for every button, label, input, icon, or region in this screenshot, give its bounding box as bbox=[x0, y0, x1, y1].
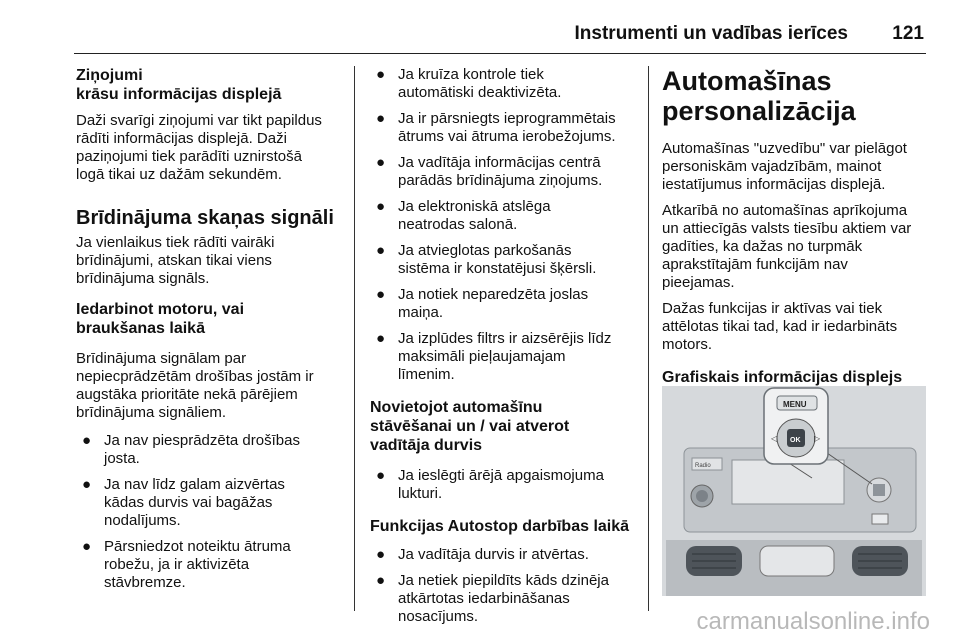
heading-line: personalizācija bbox=[662, 96, 856, 126]
text-line: attēlotas tikai tad, kad ir iedarbināts bbox=[662, 318, 898, 335]
list-item bbox=[370, 242, 635, 278]
list-item bbox=[370, 286, 635, 322]
bullet-icon: ● bbox=[376, 110, 386, 127]
text-line: Atkarībā no automašīnas aprīkojuma bbox=[662, 202, 908, 219]
list-item bbox=[370, 546, 635, 564]
heading-grafiskais-displejs: Grafiskais informācijas displejs bbox=[662, 369, 903, 386]
text-line: robežu, ja ir aktivizēta bbox=[104, 556, 250, 573]
heading-line: Novietojot automašīnu bbox=[370, 399, 543, 416]
heading-iedarbinot-motoru bbox=[76, 300, 344, 338]
forward-arrow-icon: ▷ bbox=[814, 434, 821, 443]
text-line: pieejamas. bbox=[662, 274, 735, 291]
text-line: nosacījums. bbox=[398, 608, 479, 625]
header-rule bbox=[74, 53, 926, 54]
bullet-icon: ● bbox=[82, 476, 92, 493]
text-line: iestatījumus informācijas displejā. bbox=[662, 176, 886, 193]
heading-line: vadītāja durvis bbox=[370, 437, 483, 454]
heading-line: stāvēšanai un / vai atverot bbox=[370, 418, 570, 435]
list-item bbox=[370, 198, 635, 234]
text-line: Ja ir pārsniegts ieprogrammētais bbox=[398, 110, 616, 127]
text-line: nodalījums. bbox=[104, 512, 181, 529]
text-line: augstāka prioritāte nekā pārējiem bbox=[76, 386, 298, 403]
heading-line: krāsu informācijas displejā bbox=[76, 86, 282, 103]
paragraph-2 bbox=[662, 202, 932, 292]
list-item bbox=[370, 154, 635, 190]
text-line: logā tikai uz dažām sekundēm. bbox=[76, 166, 282, 183]
text-line: Brīdinājuma signālam par bbox=[76, 350, 247, 367]
text-line: nepieсprādzētām drošības jostām ir bbox=[76, 368, 314, 385]
heading-autostop: Funkcijas Autostop darbības laikā bbox=[370, 518, 630, 535]
bullet-list bbox=[370, 66, 635, 384]
text-line: neatrodas salonā. bbox=[398, 216, 518, 233]
bullet-icon: ● bbox=[376, 154, 386, 171]
text-line: stāvbremze. bbox=[104, 574, 186, 591]
text-line: līmenim. bbox=[398, 366, 455, 383]
page-header bbox=[74, 8, 926, 48]
text-line: lukturi. bbox=[398, 485, 443, 502]
text-line: personiskām vajadzībām, mainot bbox=[662, 158, 882, 175]
column-divider bbox=[648, 66, 649, 611]
text-line: Automašīnas "uzvedību" var pielāgot bbox=[662, 140, 907, 157]
text-line: Ja elektroniskā atslēga bbox=[398, 198, 551, 215]
text-line: ātrums vai ātruma ierobežojums. bbox=[398, 128, 616, 145]
text-line: maksimāli pieļaujamajam bbox=[398, 348, 566, 365]
text-line: Ja ieslēgti ārējā apgaismojuma bbox=[398, 467, 604, 484]
text-line: un attiecīgās valsts tiesību aktiem var bbox=[662, 220, 912, 237]
small-ok-button-icon bbox=[873, 484, 885, 496]
text-line: automātiski deaktivizēta. bbox=[398, 84, 562, 101]
text-line: Dažas funkcijas ir aktīvas vai tiek bbox=[662, 300, 883, 317]
column-3 bbox=[662, 66, 932, 387]
text-line: Ja netiek piepildīts kāds dzinēja bbox=[398, 572, 609, 589]
bullet-icon: ● bbox=[376, 572, 386, 589]
page-number: 121 bbox=[892, 23, 924, 44]
list-item bbox=[370, 110, 635, 146]
bullet-icon: ● bbox=[376, 546, 386, 563]
list-item bbox=[76, 432, 344, 468]
heading-novietojot bbox=[370, 398, 635, 455]
heading-line: Automašīnas bbox=[662, 66, 832, 96]
list-item bbox=[76, 538, 344, 592]
text-line: Ja vienlaikus tiek rādīti vairāki bbox=[76, 234, 275, 251]
watermark: carmanualsonline.info bbox=[696, 608, 930, 635]
display-screen bbox=[732, 460, 844, 504]
menu-label: MENU bbox=[783, 400, 807, 409]
heading-skanas-signali: Brīdinājuma skaņas signāli bbox=[76, 207, 334, 229]
column-1 bbox=[76, 66, 344, 592]
text-line: Ja atvieglotas parkošanās bbox=[398, 242, 572, 259]
heading-zinojumi bbox=[76, 66, 344, 104]
paragraph-zinojumi bbox=[76, 112, 344, 184]
header-title: Instrumenti un vadības ierīces bbox=[574, 23, 848, 44]
paragraph-skanas bbox=[76, 234, 344, 288]
bullet-icon: ● bbox=[376, 66, 386, 83]
panel-label: Radio bbox=[695, 463, 711, 469]
paragraph-1 bbox=[662, 140, 932, 194]
volume-knob-icon bbox=[696, 490, 708, 502]
bullet-icon: ● bbox=[82, 432, 92, 449]
text-line: brīdinājumi, atskan tikai viens bbox=[76, 252, 272, 269]
column-2 bbox=[370, 66, 635, 626]
bullet-icon: ● bbox=[376, 198, 386, 215]
list-item bbox=[370, 467, 635, 503]
paragraph-3 bbox=[662, 300, 932, 354]
heading-line: Iedarbinot motoru, vai bbox=[76, 301, 245, 318]
heading-line: Ziņojumi bbox=[76, 67, 143, 84]
text-line: maiņa. bbox=[398, 304, 444, 321]
bullet-icon: ● bbox=[376, 242, 386, 259]
bullet-icon: ● bbox=[376, 330, 386, 347]
text-line: brīdinājuma signāls. bbox=[76, 270, 210, 287]
list-item bbox=[370, 330, 635, 384]
dashboard-illustration bbox=[662, 386, 926, 596]
text-line: rādīti informācijas displejā. Daži bbox=[76, 130, 287, 147]
text-line: Ja izplūdes filtrs ir aizsērējis līdz bbox=[398, 330, 612, 347]
list-item bbox=[370, 66, 635, 102]
bullet-list bbox=[370, 546, 635, 626]
text-line: kādas durvis vai bagāžas bbox=[104, 494, 273, 511]
text-line: sistēma ir konstatējusi šķērsli. bbox=[398, 260, 597, 277]
column-divider bbox=[354, 66, 355, 611]
heading-line: braukšanas laikā bbox=[76, 320, 205, 337]
list-item bbox=[76, 476, 344, 530]
text-line: Pārsniedzot noteiktu ātruma bbox=[104, 538, 291, 555]
text-line: aprakstītajām funkcijām nav bbox=[662, 256, 848, 273]
text-line: Ja vadītāja durvis ir atvērtas. bbox=[398, 546, 589, 563]
paragraph-motors bbox=[76, 350, 344, 422]
bullet-list bbox=[370, 467, 635, 503]
text-line: josta. bbox=[104, 450, 140, 467]
text-line: Ja nav piesprādzēta drošības bbox=[104, 432, 300, 449]
text-line: Ja kruīza kontrole tiek bbox=[398, 66, 544, 83]
bullet-icon: ● bbox=[376, 286, 386, 303]
back-arrow-icon: ◁ bbox=[771, 434, 778, 443]
list-item bbox=[370, 572, 635, 626]
text-line: Ja nav līdz galam aizvērtas bbox=[104, 476, 285, 493]
dashboard-svg bbox=[662, 386, 926, 596]
text-line: Ja vadītāja informācijas centrā bbox=[398, 154, 601, 171]
text-line: Daži svarīgi ziņojumi var tikt papildus bbox=[76, 112, 322, 129]
text-line: gadīties, ka dažas no turpmāk bbox=[662, 238, 863, 255]
bullet-icon: ● bbox=[376, 467, 386, 484]
heading-personalizacija bbox=[662, 66, 932, 126]
text-line: brīdinājuma signāliem. bbox=[76, 404, 227, 421]
text-line: atkārtotas iedarbināšanas bbox=[398, 590, 570, 607]
text-line: paziņojumi tiek parādīti uznirstošā bbox=[76, 148, 302, 165]
text-line: Ja notiek neparedzēta joslas bbox=[398, 286, 589, 303]
text-line: parādās brīdinājuma ziņojums. bbox=[398, 172, 603, 189]
ok-label: OK bbox=[790, 437, 801, 444]
text-line: motors. bbox=[662, 336, 713, 353]
bullet-icon: ● bbox=[82, 538, 92, 555]
